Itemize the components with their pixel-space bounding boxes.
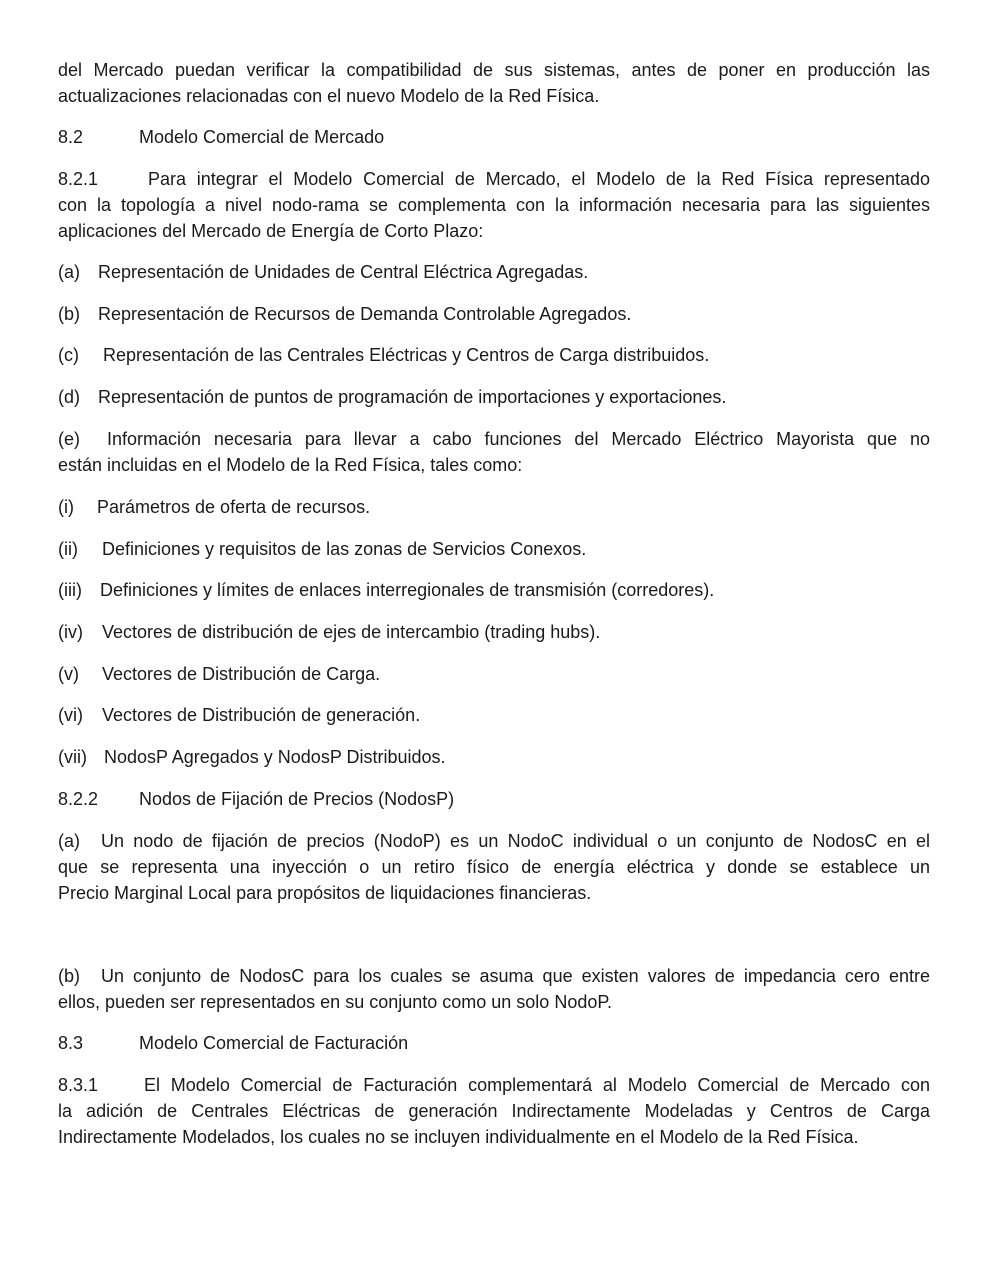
list-text: Vectores de distribución de ejes de intercambio (trading hubs).: [102, 622, 601, 642]
list-item-e-line-1: [58, 426, 930, 452]
list-label: (a): [58, 831, 80, 851]
list-label: (v): [58, 664, 79, 684]
paragraph-8-2-2-b-line-1: [58, 963, 930, 989]
list-item-d: [58, 384, 930, 410]
list-text: Información necesaria para llevar a cabo funciones del Mercado Eléctrico Mayorista que no: [107, 429, 930, 449]
list-label: (d): [58, 387, 80, 407]
paragraph-8-2-1-line-1: [58, 166, 930, 192]
paragraph-text: Un nodo de fijación de precios (NodoP) es un NodoC individual o un conjunto de NodosC en el: [101, 831, 930, 851]
list-label: (e): [58, 429, 80, 449]
section-title: Nodos de Fijación de Precios (NodosP): [139, 789, 455, 809]
paragraph-text: Un conjunto de NodosC para los cuales se asuma que existen valores de impedancia cero entre: [101, 966, 930, 986]
list-label: (iv): [58, 622, 83, 642]
paragraph-8-2-2-a-line-2: que se representa una inyección o un retiro físico de energía eléctrica y donde se establece un: [58, 857, 930, 877]
list-text: Representación de las Centrales Eléctricas y Centros de Carga distribuidos.: [103, 345, 710, 365]
paragraph-text: El Modelo Comercial de Facturación complementará al Modelo Comercial de Mercado con: [144, 1075, 930, 1095]
section-number: 8.3: [58, 1033, 84, 1053]
list-label: (a): [58, 262, 80, 282]
list-label: (b): [58, 304, 80, 324]
list-text: Vectores de Distribución de Carga.: [102, 664, 381, 684]
list-label: (b): [58, 966, 80, 986]
list-text: Parámetros de oferta de recursos.: [97, 497, 371, 517]
list-label: (vii): [58, 747, 87, 767]
section-heading-8-3: [58, 1030, 930, 1056]
list-text: Definiciones y límites de enlaces interregionales de transmisión (corredores).: [100, 580, 715, 600]
list-text: Definiciones y requisitos de las zonas de Servicios Conexos.: [102, 539, 587, 559]
list-item-b: [58, 301, 930, 327]
paragraph-8-2-2-b-line-2: ellos, pueden ser representados en su conjunto como un solo NodoP.: [58, 992, 613, 1012]
section-title: Modelo Comercial de Facturación: [139, 1033, 409, 1053]
list-item-i: [58, 494, 930, 520]
paragraph-8-3-1-line-3: Indirectamente Modelados, los cuales no se incluyen individualmente en el Modelo de la Red Física.: [58, 1127, 859, 1147]
list-item-iv: [58, 619, 930, 645]
list-label: (vi): [58, 705, 83, 725]
paragraph-8-3-1-line-2: la adición de Centrales Eléctricas de generación Indirectamente Modeladas y Centros de Carga: [58, 1101, 930, 1121]
intro-line-2: actualizaciones relacionadas con el nuevo Modelo de la Red Física.: [58, 86, 600, 106]
list-text: Representación de Recursos de Demanda Controlable Agregados.: [98, 304, 632, 324]
list-item-c: [58, 342, 930, 368]
section-number: 8.3.1: [58, 1075, 99, 1095]
paragraph-8-2-2-a-line-3: Precio Marginal Local para propósitos de liquidaciones financieras.: [58, 883, 592, 903]
intro-line-1: del Mercado puedan verificar la compatibilidad de sus sistemas, antes de poner en producción las: [58, 60, 930, 80]
list-text: NodosP Agregados y NodosP Distribuidos.: [104, 747, 446, 767]
list-label: (i): [58, 497, 74, 517]
list-text: Representación de puntos de programación de importaciones y exportaciones.: [98, 387, 727, 407]
section-number: 8.2.1: [58, 169, 99, 189]
section-heading-8-2: [58, 124, 930, 150]
list-item-v: [58, 661, 930, 687]
list-label: (c): [58, 345, 79, 365]
list-item-vi: [58, 702, 930, 728]
paragraph-text: Para integrar el Modelo Comercial de Mercado, el Modelo de la Red Física representado: [148, 169, 930, 189]
list-item-vii: [58, 744, 930, 770]
list-item-a: [58, 259, 930, 285]
list-item-e-line-2: están incluidas en el Modelo de la Red Física, tales como:: [58, 455, 523, 475]
section-title: Modelo Comercial de Mercado: [139, 127, 385, 147]
paragraph-8-2-1-line-3: aplicaciones del Mercado de Energía de Corto Plazo:: [58, 221, 484, 241]
paragraph-8-2-2-a-line-1: [58, 828, 930, 854]
list-label: (ii): [58, 539, 78, 559]
list-item-ii: [58, 536, 930, 562]
section-number: 8.2: [58, 127, 84, 147]
paragraph-8-2-1-line-2: con la topología a nivel nodo-rama se complementa con la información necesaria para las siguientes: [58, 195, 930, 215]
list-text: Vectores de Distribución de generación.: [102, 705, 421, 725]
list-text: Representación de Unidades de Central Eléctrica Agregadas.: [98, 262, 589, 282]
paragraph-8-3-1-line-1: [58, 1072, 930, 1098]
section-number: 8.2.2: [58, 789, 99, 809]
list-label: (iii): [58, 580, 82, 600]
list-item-iii: [58, 577, 930, 603]
section-heading-8-2-2: [58, 786, 930, 812]
